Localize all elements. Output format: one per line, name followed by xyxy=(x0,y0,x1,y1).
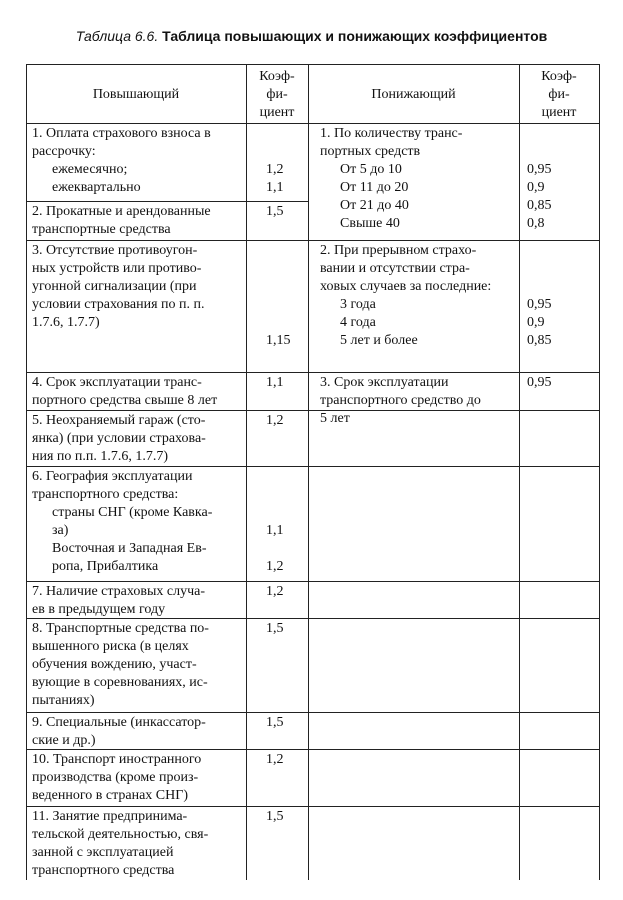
increasing-item-line: 1.7.6, 1.7.7) xyxy=(32,315,100,330)
decreasing-item-line: 3. Срок эксплуатации xyxy=(320,375,449,390)
decreasing-item-line: 1. По количеству транс- xyxy=(320,126,463,141)
increasing-item-line: 2. Прокатные и арендованные xyxy=(32,204,211,219)
decreasing-item-line: 4 года xyxy=(340,315,376,330)
increasing-item-line: вующие в соревнованиях, ис- xyxy=(32,675,208,690)
increasing-item-line: угонной сигнализации (при xyxy=(32,279,197,294)
increasing-coefficient: 1,5 xyxy=(266,621,284,636)
header-increasing: Повышающий xyxy=(92,87,180,102)
increasing-item-line: веденного в странах СНГ) xyxy=(32,788,189,803)
decreasing-item-line: 2. При прерывном страхо- xyxy=(320,243,477,258)
decreasing-item-line: портных средств xyxy=(320,144,421,159)
increasing-item-line: 4. Срок эксплуатации транс- xyxy=(32,375,202,390)
increasing-coefficient: 1,2 xyxy=(266,752,284,767)
increasing-coefficient: 1,1 xyxy=(266,523,284,538)
increasing-item-line: тельской деятельностью, свя- xyxy=(32,827,209,842)
decreasing-coefficient: 0,85 xyxy=(527,198,552,213)
decreasing-item-line: От 21 до 40 xyxy=(340,198,409,213)
increasing-item-line: пытаниях) xyxy=(32,693,95,708)
decreasing-coefficient: 0,85 xyxy=(527,333,552,348)
increasing-item-line: ев в предыдущем году xyxy=(32,602,166,617)
increasing-item-line: янка) (при условии страхова- xyxy=(32,431,206,446)
increasing-item-line: ежеквартально xyxy=(52,180,141,195)
increasing-item-line: производства (кроме произ- xyxy=(32,770,199,785)
increasing-coefficient: 1,1 xyxy=(266,180,284,195)
header-coefficient-left: циент xyxy=(259,105,295,120)
increasing-item-line: 10. Транспорт иностранного xyxy=(32,752,202,767)
increasing-item-line: 1. Оплата страхового взноса в xyxy=(32,126,211,141)
increasing-item-line: ские и др.) xyxy=(32,733,96,748)
increasing-item-line: портного средства свыше 8 лет xyxy=(32,393,218,408)
increasing-coefficient: 1,2 xyxy=(266,584,284,599)
decreasing-coefficient: 0,9 xyxy=(527,180,545,195)
increasing-item-line: ежемесячно; xyxy=(52,162,128,177)
header-decreasing: Понижающий xyxy=(371,87,456,102)
decreasing-coefficient: 0,95 xyxy=(527,297,552,312)
increasing-item-line: 11. Занятие предпринима- xyxy=(32,809,188,824)
increasing-item-line: транспортного средства: xyxy=(32,487,179,502)
increasing-item-line: ных устройств или противо- xyxy=(32,261,202,276)
decreasing-item-line: 3 года xyxy=(340,297,376,312)
increasing-item-line: 8. Транспортные средства по- xyxy=(32,621,209,636)
table-caption-text: Таблица повышающих и понижающих коэффициентов xyxy=(162,28,548,44)
increasing-coefficient: 1,2 xyxy=(266,559,284,574)
decreasing-item-line: 5 лет и более xyxy=(340,333,418,348)
increasing-item-line: вышенного риска (в целях xyxy=(32,639,189,654)
increasing-item-line: 3. Отсутствие противоугон- xyxy=(32,243,198,258)
increasing-item-line: ропа, Прибалтика xyxy=(52,559,159,574)
header-coefficient-right: фи- xyxy=(548,87,570,102)
decreasing-item-line: 5 лет xyxy=(320,411,350,426)
increasing-item-line: страны СНГ (кроме Кавка- xyxy=(52,505,213,520)
increasing-item-line: 6. География эксплуатации xyxy=(32,469,193,484)
increasing-item-line: транспортные средства xyxy=(32,222,171,237)
increasing-coefficient: 1,2 xyxy=(266,162,284,177)
increasing-item-line: 7. Наличие страховых случа- xyxy=(32,584,205,599)
decreasing-coefficient: 0,8 xyxy=(527,216,545,231)
increasing-item-line: обучения вождению, участ- xyxy=(32,657,197,672)
increasing-item-line: занной с эксплуатацией xyxy=(32,845,174,860)
decreasing-item-line: ховых случаев за последние: xyxy=(320,279,492,294)
increasing-coefficient: 1,5 xyxy=(266,204,284,219)
increasing-coefficient: 1,2 xyxy=(266,413,284,428)
increasing-item-line: условии страхования по п. п. xyxy=(32,297,205,312)
header-coefficient-left: фи- xyxy=(266,87,288,102)
header-coefficient-right: Коэф- xyxy=(541,69,577,84)
increasing-item-line: рассрочку: xyxy=(32,144,96,159)
increasing-item-line: Восточная и Западная Ев- xyxy=(52,541,207,556)
increasing-item-line: 9. Специальные (инкассатор- xyxy=(32,715,206,730)
decreasing-coefficient: 0,95 xyxy=(527,162,552,177)
decreasing-item-line: От 5 до 10 xyxy=(340,162,402,177)
increasing-coefficient: 1,5 xyxy=(266,809,284,824)
decreasing-item-line: От 11 до 20 xyxy=(340,180,409,195)
increasing-item-line: 5. Неохраняемый гараж (сто- xyxy=(32,413,206,428)
decreasing-item-line: Свыше 40 xyxy=(340,216,400,231)
table-caption-label: Таблица 6.6. xyxy=(75,28,159,44)
increasing-item-line: за) xyxy=(52,523,69,538)
increasing-coefficient: 1,1 xyxy=(266,375,284,390)
header-coefficient-right: циент xyxy=(541,105,577,120)
decreasing-coefficient: 0,95 xyxy=(527,375,552,390)
decreasing-coefficient: 0,9 xyxy=(527,315,545,330)
increasing-item-line: ния по п.п. 1.7.6, 1.7.7) xyxy=(32,449,169,464)
increasing-item-line: транспортного средства xyxy=(32,863,175,878)
header-coefficient-left: Коэф- xyxy=(259,69,295,84)
decreasing-item-line: вании и отсутствии стра- xyxy=(320,261,470,276)
decreasing-item-line: транспортного средство до xyxy=(320,393,481,408)
increasing-coefficient: 1,15 xyxy=(266,333,291,348)
increasing-coefficient: 1,5 xyxy=(266,715,284,730)
